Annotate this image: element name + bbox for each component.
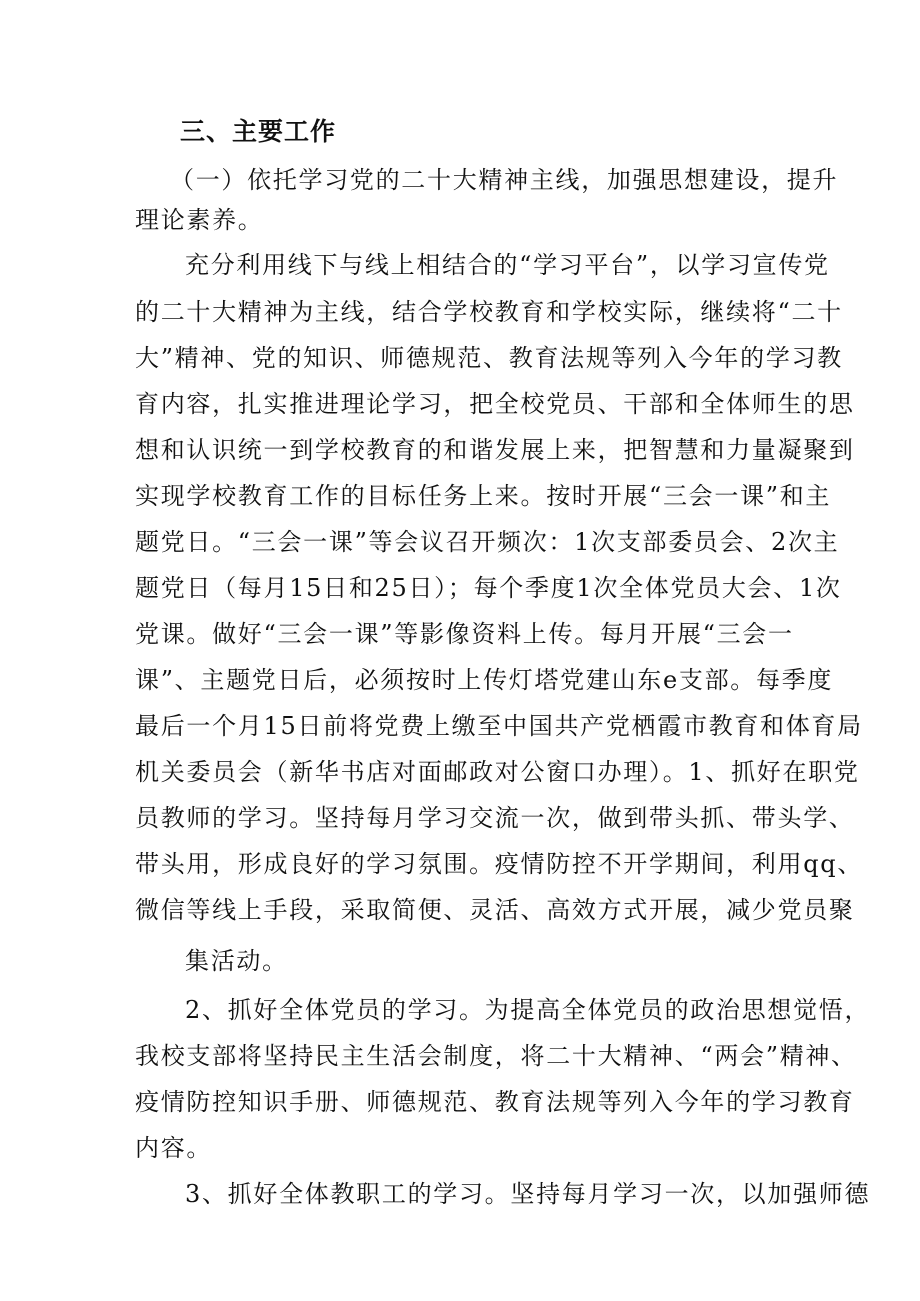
subsection-title-line: （一）依托学习党的二十大精神主线，加强思想建设，提升 xyxy=(170,166,839,194)
paragraph-line: 想和认识统一到学校教育的和谐发展上来，把智慧和力量凝聚到 xyxy=(135,436,855,464)
paragraph-line: 3、抓好全体教职工的学习。坚持每月学习一次，以加强师德 xyxy=(185,1180,871,1208)
paragraph-line: 机关委员会（新华书店对面邮政对公窗口办理）。1、抓好在职党 xyxy=(135,758,860,786)
paragraph-line: 题党日（每月15日和25日）；每个季度1次全体党员大会、1次 xyxy=(135,574,842,602)
paragraph-line: 实现学校教育工作的目标任务上来。按时开展“三会一课”和主 xyxy=(135,482,832,510)
paragraph-line: 最后一个月15日前将党费上缴至中国共产党栖霞市教育和体育局 xyxy=(135,712,863,740)
paragraph-line: 大”精神、党的知识、师德规范、教育法规等列入今年的学习教 xyxy=(135,344,843,372)
paragraph-line: 内容。 xyxy=(135,1134,213,1162)
paragraph-line: 育内容，扎实推进理论学习，把全校党员、干部和全体师生的思 xyxy=(135,390,855,418)
paragraph-line: 的二十大精神为主线，结合学校教育和学校实际，继续将“二十 xyxy=(135,298,843,326)
paragraph-line: 员教师的学习。坚持每月学习交流一次，做到带头抓、带头学、 xyxy=(135,804,855,832)
paragraph-line: 课”、主题党日后，必须按时上传灯塔党建山东e支部。每季度 xyxy=(135,666,834,694)
paragraph-line: 微信等线上手段，采取简便、灵活、高效方式开展，减少党员聚 xyxy=(135,896,855,924)
paragraph-line: 我校支部将坚持民主生活会制度，将二十大精神、“两会”精神、 xyxy=(135,1042,857,1070)
paragraph-line: 充分利用线下与线上相结合的“学习平台”，以学习宣传党 xyxy=(185,251,830,279)
paragraph-line: 题党日。“三会一课”等会议召开频次：1次支部委员会、2次主 xyxy=(135,528,840,556)
paragraph-line: 集活动。 xyxy=(185,947,288,975)
paragraph-line: 党课。做好“三会一课”等影像资料上传。每月开展“三会一 xyxy=(135,620,794,648)
paragraph-line: 2、抓好全体党员的学习。为提高全体党员的政治思想觉悟， xyxy=(185,996,871,1024)
paragraph-line: 疫情防控知识手册、师德规范、教育法规等列入今年的学习教育 xyxy=(135,1088,855,1116)
paragraph-line: 带头用，形成良好的学习氛围。疫情防控不开学期间，利用qq、 xyxy=(135,850,864,878)
subsection-title-line: 理论素养。 xyxy=(135,206,264,234)
section-heading: 三、主要工作 xyxy=(180,117,337,146)
